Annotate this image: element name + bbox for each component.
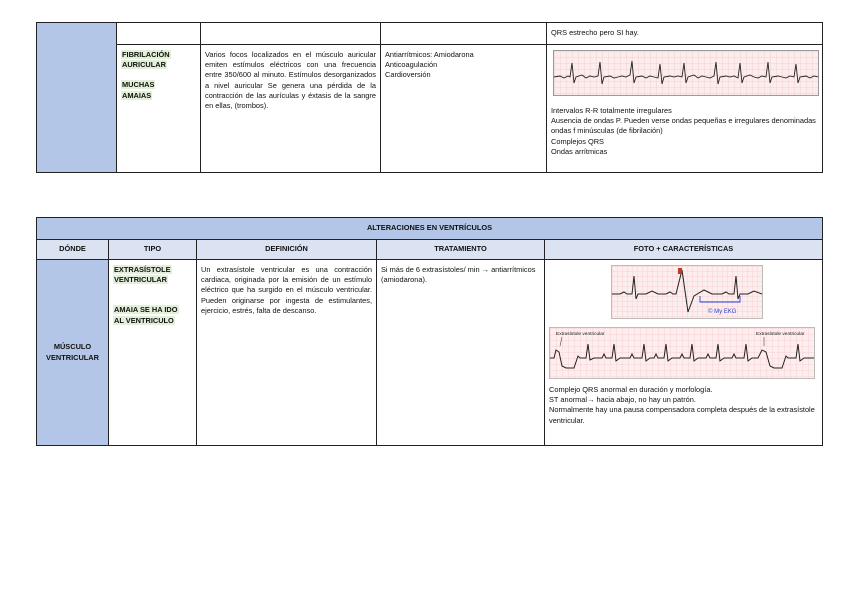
treatment-line: Antiarrítmicos: Amiodarona: [385, 50, 474, 59]
treatment-line: Cardioversión: [385, 70, 431, 80]
characteristics-text: QRS estrecho pero SI hay.: [551, 28, 639, 38]
type-cell: [117, 45, 201, 173]
column-header: DEFINICIÓN: [197, 240, 377, 260]
ecg-label-right: Extrasístole ventricular: [756, 332, 805, 337]
ecg-watermark: © My EKG: [708, 309, 737, 315]
characteristic-line: Normalmente hay una pausa compensadora completa después de la extrasístole ventricular.: [549, 405, 815, 425]
empty-cell: [381, 23, 547, 45]
afib-ecg-image: [553, 50, 819, 96]
characteristics-cell: [545, 260, 823, 446]
characteristics-cell: [547, 45, 823, 173]
treatment-line: Anticoagulación: [385, 60, 438, 70]
characteristic-line: Complejo QRS anormal en duración y morfología.: [549, 385, 713, 394]
where-cell: [37, 23, 117, 173]
pvc-ecg-image: [611, 265, 763, 319]
table-header-row: [37, 240, 823, 260]
characteristic-line: Intervalos R-R totalmente irregulares: [551, 106, 672, 115]
treatment-cell: [381, 45, 547, 173]
type-label: FIBRILACIÓN: [122, 50, 170, 59]
mnemonic-label: AL VENTRICULO: [114, 315, 174, 325]
definition-cell: Un extrasístole ventricular es una contracción cardiaca, originada por la emisión de un estímulo eléctrico que ha surgido en el músculo ventricular. Pueden originarse por ingesta de estimulantes, ejercicio, estrés, falta de descanso.: [197, 260, 377, 446]
characteristics-cell: [547, 23, 823, 45]
definition-cell: Varios focos localizados en el músculo auricular emiten estímulos eléctricos con una frecuencia entre 350/600 al minuto. Estímulos desorganizados a nivel auricular Se genera una pérdida de la contracción de las aurículas y éxtasis de la sangre en ellas, (trombos).: [201, 45, 381, 173]
table-row: [37, 45, 823, 173]
table-atrial: [36, 22, 823, 173]
characteristic-line: Ondas arrítmicas: [551, 146, 608, 156]
characteristic-line: Complejos QRS: [551, 136, 604, 146]
type-label: EXTRASÍSTOLE: [114, 265, 171, 274]
mnemonic-label: AMAIA SE HA IDO: [114, 305, 178, 315]
characteristic-line: Ausencia de ondas P. Pueden verse ondas pequeñas e irregulares denominadas ondas f minúsculas (de fibrilación): [551, 116, 816, 136]
type-label: AURICULAR: [122, 60, 166, 70]
column-header: FOTO + CARACTERÍSTICAS: [545, 240, 823, 260]
where-cell: MÚSCULO VENTRICULAR: [37, 260, 109, 446]
empty-cell: [201, 23, 381, 45]
mnemonic-label: MUCHAS: [122, 80, 155, 90]
table-ventricles: [36, 217, 823, 446]
type-cell: [109, 260, 197, 446]
treatment-cell: Si más de 6 extrasístoles/ min → antiarrítmicos (amiodarona).: [377, 260, 545, 446]
column-header: TIPO: [109, 240, 197, 260]
characteristic-line: ST anormal→ hacia abajo, no hay un patrón.: [549, 395, 696, 405]
mnemonic-label: AMAIAS: [122, 90, 152, 100]
empty-cell: [117, 23, 201, 45]
pvc-ecg-strip: [549, 327, 815, 379]
ecg-label-left: Extrasístole ventricular: [556, 332, 605, 337]
type-label: VENTRICULAR: [114, 275, 167, 285]
table-row: [37, 23, 823, 45]
table-row: [37, 260, 823, 446]
table-title-row: [37, 218, 823, 240]
column-header: TRATAMIENTO: [377, 240, 545, 260]
column-header: DÓNDE: [37, 240, 109, 260]
table-title: ALTERACIONES EN VENTRÍCULOS: [37, 218, 823, 240]
